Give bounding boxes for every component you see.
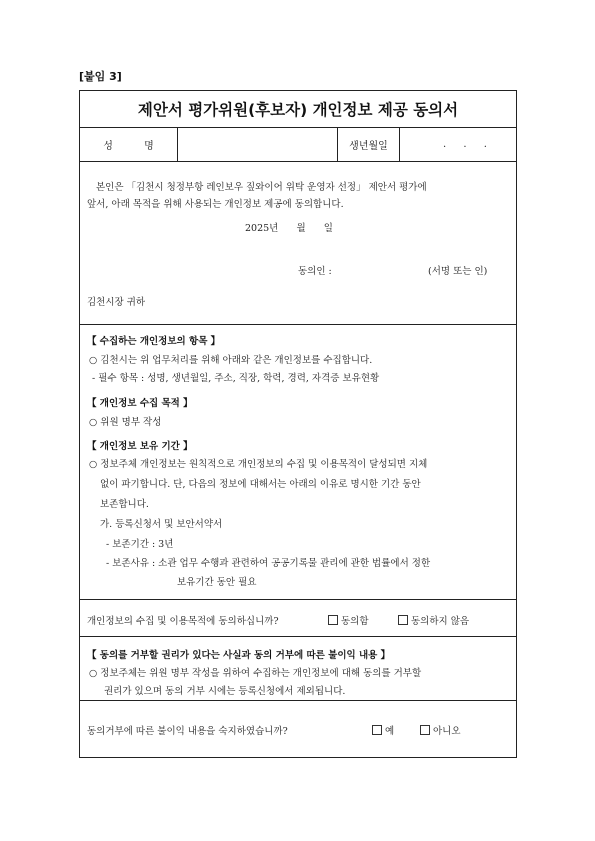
name-label: 성 명 <box>103 141 154 152</box>
birth-input[interactable] <box>400 128 516 161</box>
signer-input[interactable] <box>351 260 423 276</box>
disagree-checkbox[interactable] <box>398 615 408 625</box>
retention-line-3: 보존합니다. <box>100 499 149 510</box>
refusal-line-1: ○ 정보주체는 위원 명부 작성을 위하여 수집하는 개인정보에 대해 동의를 거부할 <box>89 668 422 679</box>
disagree-label: 동의하지 않음 <box>411 616 470 627</box>
form-title: 제안서 평가위원(후보자) 개인정보 제공 동의서 <box>80 91 516 128</box>
agree-label: 동의함 <box>341 616 369 627</box>
birth-label-cell <box>338 128 400 161</box>
disagree-option[interactable] <box>398 613 469 627</box>
consent-question-text: 개인정보의 수집 및 이용목적에 동의하십니까? <box>87 616 279 627</box>
birth-label: 생년월일 <box>349 141 388 152</box>
retention-line-4: 가. 등록신청서 및 보안서약서 <box>100 519 223 530</box>
items-heading: 【 수집하는 개인정보의 항목 】 <box>87 336 221 347</box>
retention-line-5: - 보존기간 : 3년 <box>106 539 174 550</box>
attachment-label: [붙임 3] <box>79 70 122 83</box>
signer-label: 동의인 : <box>298 266 332 277</box>
purpose-line-1: ○ 위원 명부 작성 <box>89 417 162 428</box>
name-label-cell <box>80 128 178 161</box>
name-input[interactable] <box>178 128 338 161</box>
agree-option[interactable] <box>328 613 369 627</box>
no-label: 아니오 <box>433 726 461 737</box>
retention-line-7: 보유기간 동안 필요 <box>177 577 257 588</box>
refusal-line-2: 권리가 있으며 동의 거부 시에는 등록신청에서 제외됩니다. <box>104 686 346 697</box>
consent-date: 2025년 월 일 <box>245 223 333 234</box>
retention-line-1: ○ 정보주체 개인정보는 원칙적으로 개인정보의 수집 및 이용목적이 달성되면 지체 <box>89 459 428 470</box>
items-line-1: ○ 김천시는 위 업무처리를 위해 아래와 같은 개인정보를 수집합니다. <box>89 355 373 366</box>
consent-statement <box>80 162 516 325</box>
consent-question <box>80 600 516 637</box>
identity-row <box>80 128 516 162</box>
yes-label: 예 <box>385 726 395 737</box>
acknowledge-question-text: 동의거부에 따른 불이익 내용을 숙지하였습니까? <box>87 726 288 737</box>
acknowledge-question <box>80 701 516 758</box>
yes-option[interactable] <box>372 723 394 737</box>
consent-line-1: 본인은 「김천시 청정부항 레인보우 짚와이어 위탁 운영자 선정」 제안서 평가에 <box>96 182 427 193</box>
no-option[interactable] <box>420 723 461 737</box>
items-line-2: - 필수 항목 : 성명, 생년월일, 주소, 직장, 학력, 경력, 자격증 보유현황 <box>92 373 380 384</box>
retention-line-6: - 보존사유 : 소관 업무 수행과 관련하여 공공기록물 관리에 관한 법률에서 정한 <box>106 558 431 569</box>
yes-checkbox[interactable] <box>372 725 382 735</box>
addressee: 김천시장 귀하 <box>87 297 146 308</box>
refusal-heading: 【 동의를 거부할 권리가 있다는 사실과 동의 거부에 따른 불이익 내용 】 <box>87 650 391 661</box>
retention-heading: 【 개인정보 보유 기간 】 <box>87 441 193 452</box>
consent-form <box>79 90 517 758</box>
sign-note: (서명 또는 인) <box>428 266 488 277</box>
agree-checkbox[interactable] <box>328 615 338 625</box>
consent-line-2: 앞서, 아래 목적을 위해 사용되는 개인정보 제공에 동의합니다. <box>87 199 344 210</box>
no-checkbox[interactable] <box>420 725 430 735</box>
refusal-info <box>80 637 516 701</box>
birth-value: . . . <box>443 139 487 150</box>
privacy-details <box>80 325 516 600</box>
purpose-heading: 【 개인정보 수집 목적 】 <box>87 398 193 409</box>
retention-line-2: 없이 파기합니다. 단, 다음의 정보에 대해서는 아래의 이유로 명시한 기간 동안 <box>100 479 421 490</box>
